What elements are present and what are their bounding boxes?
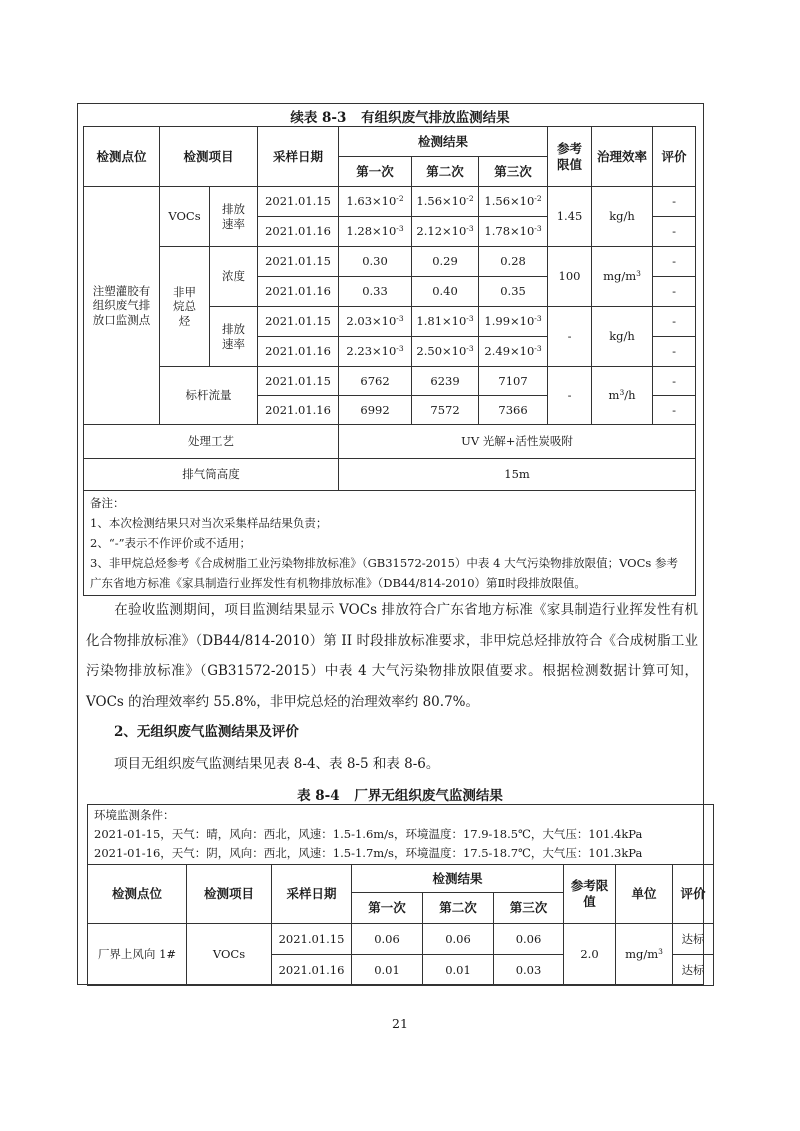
process-row xyxy=(84,425,696,459)
conclusion-paragraph xyxy=(86,595,698,717)
unit-cell: kg/h xyxy=(592,187,653,247)
section2-heading: 2、无组织废气监测结果及评价 xyxy=(114,724,299,740)
item-vocs: VOCs xyxy=(160,187,210,247)
value-cell: $1.78\times 10^{-3}$ xyxy=(479,217,548,247)
header-first: 第一次 xyxy=(339,157,412,187)
value-cell: 0.28 xyxy=(479,247,548,277)
value-cell: 0.01 xyxy=(352,955,423,986)
header-date: 采样日期 xyxy=(258,127,339,187)
limit-cell: - xyxy=(548,307,592,367)
table1-caption-number: 续表 8-3 xyxy=(290,110,347,126)
conditions-cell xyxy=(88,805,714,865)
header-point: 检测点位 xyxy=(84,127,160,187)
value-cell: 0.06 xyxy=(423,924,494,955)
conclusion-text: 在验收监测期间，项目监测结果显示 VOCs 排放符合广东省地方标准《家具制造行业挥发性有机化合物排放标准》（DB44/814-2010）第 II 时段排放标准要求，非甲烷总烃排放符合《合成树脂工业污染物排放标准》（GB31572-2015）中表 4 大气污染物排放限值要求。根据检测数据计算可知，VOCs 的治理效率约 55.8%，非甲烷总烃的治理效率约 80.7%。 xyxy=(86,602,698,710)
header-date: 采样日期 xyxy=(272,865,352,924)
header-third: 第三次 xyxy=(479,157,548,187)
value-cell: $1.81\times 10^{-3}$ xyxy=(412,307,479,337)
header-item: 检测项目 xyxy=(160,127,258,187)
item-cell: VOCs xyxy=(187,924,272,986)
sub-item-emission-rate: 排放 速率 xyxy=(210,187,258,247)
value-cell: 0.33 xyxy=(339,277,412,307)
value-cell: $1.28\times 10^{-3}$ xyxy=(339,217,412,247)
header-efficiency: 治理效率 xyxy=(592,127,653,187)
notes-row xyxy=(84,491,696,596)
note-item: 3、非甲烷总烃参考《合成树脂工业污染物排放标准》（GB31572-2015）中表 4 大气污染物排放限值；VOCs 参考广东省地方标准《家具制造行业挥发性有机物排放标准》（DB44/814-2010）第Ⅱ时段排放限值。 xyxy=(90,556,678,590)
page-number: 21 xyxy=(392,1016,408,1031)
item-nmhc: 非甲 烷总 烃 xyxy=(160,247,210,367)
header-third: 第三次 xyxy=(494,893,564,924)
value-cell: $2.03\times 10^{-3}$ xyxy=(339,307,412,337)
stack-height-value: 15m xyxy=(339,459,696,491)
table2-caption-title: 厂界无组织废气监测结果 xyxy=(354,788,503,804)
evaluation-cell: - xyxy=(653,187,696,217)
limit-cell: 100 xyxy=(548,247,592,307)
stack-height-row xyxy=(84,459,696,491)
limit-cell: 1.45 xyxy=(548,187,592,247)
value-cell: $2.49\times 10^{-3}$ xyxy=(479,337,548,367)
header-evaluation: 评价 xyxy=(673,865,714,924)
value-cell: $2.23\times 10^{-3}$ xyxy=(339,337,412,367)
value-cell: 7572 xyxy=(412,396,479,425)
unit-cell: kg/h xyxy=(592,307,653,367)
process-label: 处理工艺 xyxy=(84,425,339,459)
date-cell: 2021.01.16 xyxy=(272,955,352,986)
monitoring-point-cell: 注塑灌胶有 组织废气排 放口监测点 xyxy=(84,187,160,425)
notes-cell xyxy=(84,491,696,596)
date-cell: 2021.01.16 xyxy=(258,217,339,247)
evaluation-cell: - xyxy=(653,217,696,247)
value-cell: 0.01 xyxy=(423,955,494,986)
value-cell: $1.56\times 10^{-2}$ xyxy=(479,187,548,217)
table-row xyxy=(84,247,696,277)
value-cell: 6239 xyxy=(412,367,479,396)
condition-line: 2021-01-15，天气：晴，风向：西北，风速：1.5-1.6m/s，环境温度：17.9-18.5℃，大气压：101.4kPa xyxy=(94,827,643,841)
condition-line: 2021-01-16，天气：阴，风向：西北，风速：1.5-1.7m/s，环境温度：17.5-18.7℃，大气压：101.3kPa xyxy=(94,846,643,860)
header-point: 检测点位 xyxy=(88,865,187,924)
limit-cell: 2.0 xyxy=(564,924,616,986)
conditions-title: 环境监测条件： xyxy=(94,808,175,822)
table2-caption xyxy=(0,784,800,804)
value-cell: 7107 xyxy=(479,367,548,396)
unit-cell: $m^3/h$ xyxy=(592,367,653,425)
notes-title: 备注： xyxy=(90,496,125,510)
header-unit: 单位 xyxy=(616,865,673,924)
evaluation-cell: - xyxy=(653,337,696,367)
table2-caption-number: 表 8-4 xyxy=(297,788,340,804)
table-row xyxy=(84,187,696,217)
value-cell: 0.35 xyxy=(479,277,548,307)
value-cell: 7366 xyxy=(479,396,548,425)
date-cell: 2021.01.15 xyxy=(258,367,339,396)
date-cell: 2021.01.15 xyxy=(258,307,339,337)
sub-item-emission-rate: 排放 速率 xyxy=(210,307,258,367)
header-item: 检测项目 xyxy=(187,865,272,924)
evaluation-cell: - xyxy=(653,367,696,396)
value-cell: $1.99\times 10^{-3}$ xyxy=(479,307,548,337)
evaluation-cell: - xyxy=(653,307,696,337)
monitoring-point-cell: 厂界上风向 1# xyxy=(88,924,187,986)
value-cell: 0.29 xyxy=(412,247,479,277)
unit-cell: $mg/m^3$ xyxy=(592,247,653,307)
value-cell: 0.30 xyxy=(339,247,412,277)
note-item: 1、本次检测结果只对当次采集样品结果负责； xyxy=(90,516,328,530)
item-standard-flow: 标杆流量 xyxy=(160,367,258,425)
note-item: 2、“-”表示不作评价或不适用； xyxy=(90,536,251,550)
table1-caption xyxy=(0,106,800,126)
header-results: 检测结果 xyxy=(352,865,564,893)
header-limit-line1: 参考 xyxy=(557,140,583,156)
section2-text: 项目无组织废气监测结果见表 8-4、表 8-5 和表 8-6。 xyxy=(114,756,440,772)
limit-cell: - xyxy=(548,367,592,425)
header-first: 第一次 xyxy=(352,893,423,924)
value-cell: $2.50\times 10^{-3}$ xyxy=(412,337,479,367)
date-cell: 2021.01.16 xyxy=(258,337,339,367)
table-8-3 xyxy=(83,126,696,596)
table-row xyxy=(88,924,714,955)
header-evaluation: 评价 xyxy=(653,127,696,187)
value-cell: 0.06 xyxy=(494,924,564,955)
table-8-4 xyxy=(87,804,714,986)
date-cell: 2021.01.15 xyxy=(258,187,339,217)
value-cell: 6992 xyxy=(339,396,412,425)
header-limit-line2: 限值 xyxy=(557,156,583,172)
value-cell: 0.40 xyxy=(412,277,479,307)
value-cell: 6762 xyxy=(339,367,412,396)
header-second: 第二次 xyxy=(423,893,494,924)
conditions-row xyxy=(88,805,714,865)
evaluation-cell: - xyxy=(653,396,696,425)
evaluation-cell: - xyxy=(653,277,696,307)
value-cell: $2.12\times 10^{-3}$ xyxy=(412,217,479,247)
evaluation-cell: - xyxy=(653,247,696,277)
date-cell: 2021.01.15 xyxy=(272,924,352,955)
unit-cell: $mg/m^3$ xyxy=(616,924,673,986)
header-second: 第二次 xyxy=(412,157,479,187)
value-cell: $1.63\times 10^{-2}$ xyxy=(339,187,412,217)
table-row xyxy=(84,367,696,396)
header-limit xyxy=(548,127,592,187)
table1-caption-title: 有组织废气排放监测结果 xyxy=(361,110,510,126)
value-cell: 0.06 xyxy=(352,924,423,955)
sub-item-concentration: 浓度 xyxy=(210,247,258,307)
date-cell: 2021.01.16 xyxy=(258,396,339,425)
header-results: 检测结果 xyxy=(339,127,548,157)
stack-height-label: 排气筒高度 xyxy=(84,459,339,491)
value-cell: $1.56\times 10^{-2}$ xyxy=(412,187,479,217)
process-value: UV 光解+活性炭吸附 xyxy=(339,425,696,459)
value-cell: 0.03 xyxy=(494,955,564,986)
header-limit: 参考限 值 xyxy=(564,865,616,924)
evaluation-cell: 达标 xyxy=(673,955,714,986)
date-cell: 2021.01.15 xyxy=(258,247,339,277)
date-cell: 2021.01.16 xyxy=(258,277,339,307)
evaluation-cell: 达标 xyxy=(673,924,714,955)
